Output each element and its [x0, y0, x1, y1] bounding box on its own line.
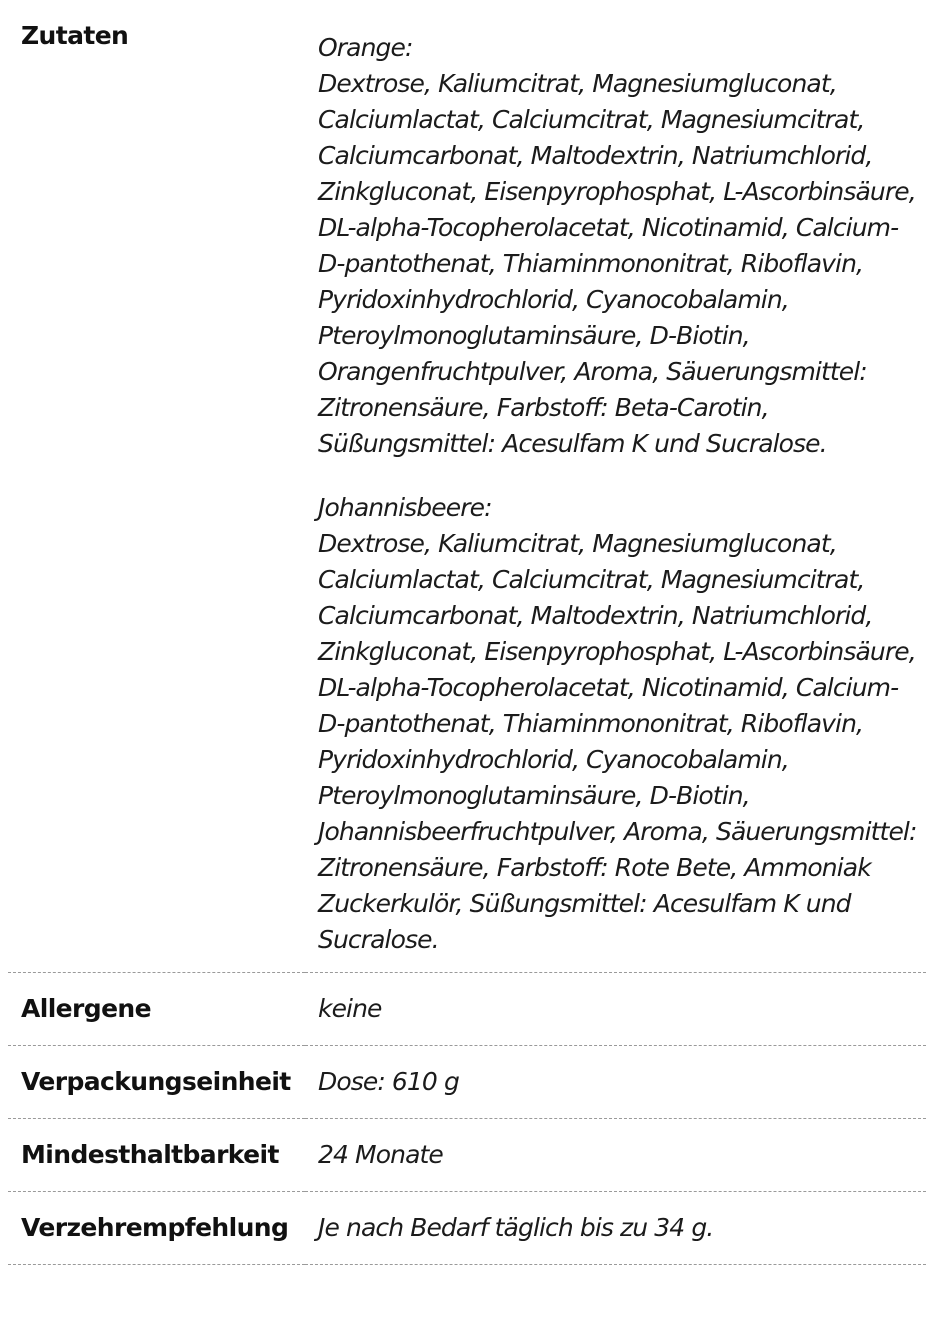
orange-ingredient-list: Dextrose, Kaliumcitrat, Magnesiumgluconat, Calciumlactat, Calciumcitrat, Magnesiumcitrat, Calciumcarbonat, Maltodextrin, Natriumchlorid, Zinkgluconat, Eisenpyrophosphat, L-Ascorbinsäure, DL-alpha-Tocopherolacetat, Nicotinamid, Calcium-D-pantothenat, Thiaminmononitrat, Riboflavin, Pyridoxinhydrochlorid, Cyanocobalamin, Pteroylmonoglutaminsäure, D-Biotin, Orangenfruchtpulver, Aroma, Säuerungsmittel: Zitronensäure, Farbstoff: Beta-Carotin, Süßungsmittel: Acesulfam K und Sucralose.: [318, 69, 916, 458]
ingredients-label: Zutaten: [21, 21, 129, 50]
product-specs-table: [8, 0, 926, 1265]
allergens-value: keine: [305, 973, 926, 1046]
recommendation-row: [8, 1192, 926, 1265]
shelf-life-label: Mindesthaltbarkeit: [8, 1119, 305, 1192]
packaging-row: [8, 1046, 926, 1119]
ingredients-row: [8, 0, 926, 973]
currant-heading: Johannisbeere:: [318, 493, 492, 522]
currant-ingredients: [318, 490, 922, 958]
packaging-label: Verpackungseinheit: [8, 1046, 305, 1119]
allergens-label: Allergene: [8, 973, 305, 1046]
packaging-value: Dose: 610 g: [305, 1046, 926, 1119]
orange-ingredients: [318, 30, 922, 462]
recommendation-label: Verzehrempfehlung: [8, 1192, 305, 1265]
currant-ingredient-list: Dextrose, Kaliumcitrat, Magnesiumgluconat, Calciumlactat, Calciumcitrat, Magnesiumcitrat, Calciumcarbonat, Maltodextrin, Natriumchlorid, Zinkgluconat, Eisenpyrophosphat, L-Ascorbinsäure, DL-alpha-Tocopherolacetat, Nicotinamid, Calcium-D-pantothenat, Thiaminmononitrat, Riboflavin, Pyridoxinhydrochlorid, Cyanocobalamin, Pteroylmonoglutaminsäure, D-Biotin, Johannisbeerfruchtpulver, Aroma, Säuerungsmittel: Zitronensäure, Farbstoff: Rote Bete, Ammoniak Zuckerkulör, Süßungsmittel: Acesulfam K und Sucralose.: [318, 529, 917, 954]
shelf-life-row: [8, 1119, 926, 1192]
shelf-life-value: 24 Monate: [305, 1119, 926, 1192]
orange-heading: Orange:: [318, 33, 413, 62]
recommendation-value: Je nach Bedarf täglich bis zu 34 g.: [305, 1192, 926, 1265]
ingredients-value: [305, 0, 926, 973]
allergens-row: [8, 973, 926, 1046]
